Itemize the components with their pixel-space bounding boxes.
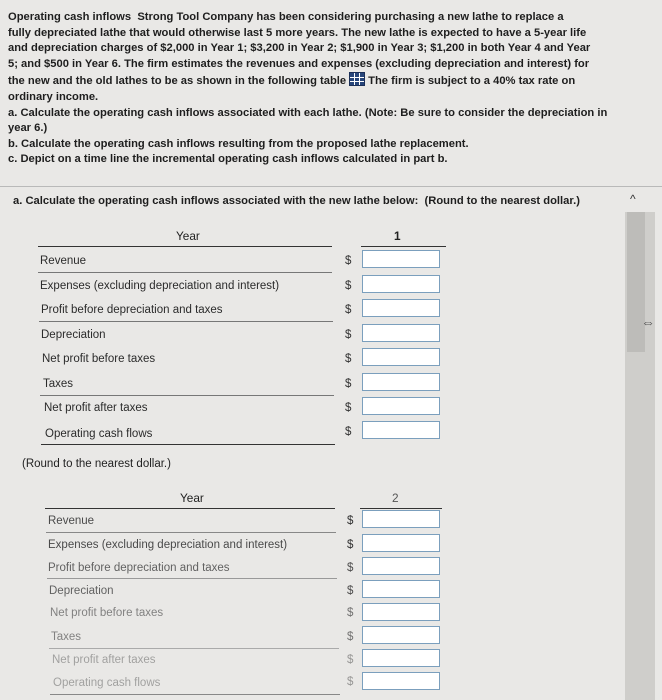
problem-statement [8, 10, 648, 168]
year1-row-revenue: Revenue [40, 255, 87, 267]
table-icon[interactable] [349, 72, 365, 86]
year2-row-profit-before-dep: Profit before depreciation and taxes [48, 562, 230, 574]
year1-taxes-input[interactable] [362, 373, 440, 391]
year1-header-rule-right [361, 246, 446, 247]
year2-row-taxes: Taxes [51, 631, 82, 643]
question-text: a. Calculate the operating cash inflows associated with the new lathe below: (Round to the nearest dollar.) [13, 195, 580, 207]
year1-row-expenses: Expenses (excluding depreciation and interest) [40, 280, 280, 292]
year2-header-num: 2 [392, 491, 399, 505]
dollar-sign: $ [347, 676, 354, 688]
year2-row-expenses: Expenses (excluding depreciation and interest) [48, 539, 288, 551]
year1-row-net-profit-after-taxes: Net profit after taxes [44, 402, 148, 414]
dollar-sign: $ [347, 607, 354, 619]
dollar-sign: $ [345, 353, 352, 365]
dollar-sign: $ [347, 539, 354, 551]
problem-line-1: Strong Tool Company has been considering purchasing a new lathe to replace a [137, 11, 564, 23]
year2-row-net-profit-before-taxes: Net profit before taxes [50, 607, 164, 619]
problem-line-2: fully depreciated lathe that would otherwise last 5 more years. The new lathe is expected to have a 5-year life [8, 26, 587, 39]
year2-row-revenue: Revenue [48, 515, 95, 527]
question-bar [0, 186, 662, 213]
collapse-caret-icon[interactable]: ^ [630, 192, 636, 206]
dollar-sign: $ [345, 304, 352, 316]
dollar-sign: $ [347, 585, 354, 597]
problem-line-4: 5; and $500 in Year 6. The firm estimates the revenues and expenses (excluding depreciation and interest) for [8, 57, 590, 70]
year2-expenses-input[interactable] [362, 534, 440, 552]
problem-line-6: ordinary income. [8, 90, 99, 103]
year2-net-profit-before-taxes-input[interactable] [362, 603, 440, 621]
year1-net-profit-before-taxes-input[interactable] [362, 348, 440, 366]
year2-header-label: Year [180, 491, 204, 505]
dollar-sign: $ [345, 402, 352, 414]
problem-lead: Operating cash inflows [8, 11, 132, 23]
year1-revenue-input[interactable] [362, 250, 440, 268]
item-a-cont: year 6.) [8, 122, 48, 135]
year1-header-num: 1 [394, 229, 401, 243]
year2-row-depreciation: Depreciation [49, 585, 114, 597]
year2-net-profit-after-taxes-input[interactable] [362, 649, 440, 667]
dollar-sign: $ [345, 378, 352, 390]
problem-line-5b: The firm is subject to a 40% tax rate on [368, 75, 576, 88]
year1-net-profit-after-taxes-input[interactable] [362, 397, 440, 415]
year1-header-label: Year [176, 229, 200, 243]
dollar-sign: $ [347, 631, 354, 643]
year2-row-operating-cash-flows: Operating cash flows [53, 677, 161, 689]
year2-operating-cash-flows-input[interactable] [362, 672, 440, 690]
dollar-sign: $ [345, 280, 352, 292]
dollar-sign: $ [345, 255, 352, 267]
year1-profit-before-dep-input[interactable] [362, 299, 440, 317]
year2-revenue-input[interactable] [362, 510, 440, 528]
dollar-sign: $ [345, 426, 352, 438]
problem-line-5a: the new and the old lathes to be as shown in the following table [8, 75, 347, 88]
scrollbar-thumb[interactable] [627, 212, 645, 352]
problem-line-3: and depreciation charges of $2,000 in Year 1; $3,200 in Year 2; $1,900 in Year 3; $1,200 in both Year 4 and Year [8, 42, 591, 55]
item-c: c. Depict on a time line the incremental operating cash inflows calculated in part b. [8, 153, 448, 166]
year1-row-depreciation: Depreciation [41, 329, 106, 341]
dollar-sign: $ [347, 654, 354, 666]
item-b: b. Calculate the operating cash inflows resulting from the proposed lathe replacement. [8, 137, 469, 150]
year2-depreciation-input[interactable] [362, 580, 440, 598]
year1-row-net-profit-before-taxes: Net profit before taxes [42, 353, 156, 365]
year1-depreciation-input[interactable] [362, 324, 440, 342]
year1-expenses-input[interactable] [362, 275, 440, 293]
year2-taxes-input[interactable] [362, 626, 440, 644]
year1-operating-cash-flows-input[interactable] [362, 421, 440, 439]
dollar-sign: $ [345, 329, 352, 341]
year1-row-profit-before-dep: Profit before depreciation and taxes [41, 304, 223, 316]
item-a: a. Calculate the operating cash inflows associated with each lathe. (Note: Be sure to consider the depreciation in [8, 106, 608, 119]
round-note: (Round to the nearest dollar.) [22, 458, 171, 470]
year2-profit-before-dep-input[interactable] [362, 557, 440, 575]
dollar-sign: $ [347, 562, 354, 574]
year1-header-rule [38, 246, 332, 247]
year1-row-taxes: Taxes [43, 378, 74, 390]
year1-row-operating-cash-flows: Operating cash flows [45, 428, 153, 440]
year2-row-net-profit-after-taxes: Net profit after taxes [52, 654, 156, 666]
resize-arrow-icon[interactable]: ⇔ [641, 314, 655, 330]
dollar-sign: $ [347, 515, 354, 527]
